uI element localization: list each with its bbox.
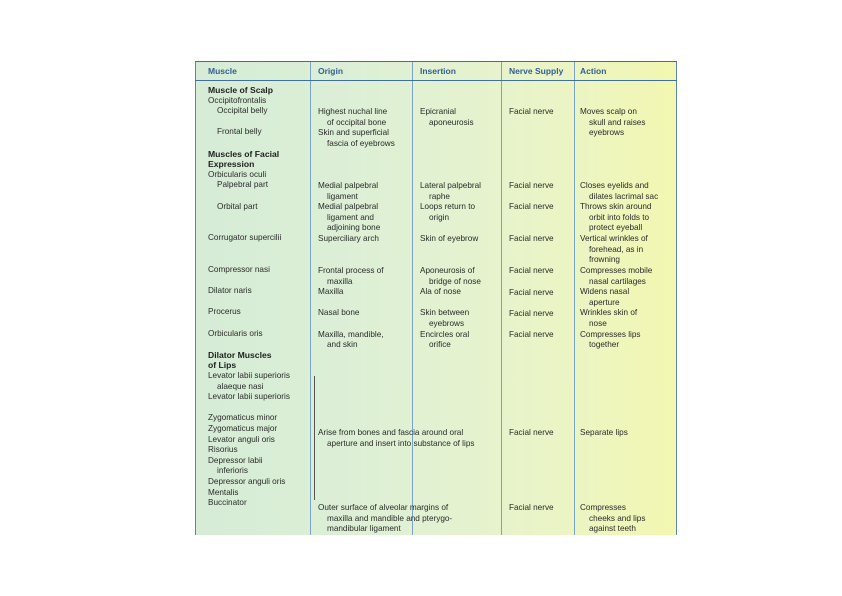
action-text: cheeks and lips <box>589 513 646 523</box>
origin-text: fascia of eyebrows <box>327 138 395 148</box>
muscle-name: Palpebral part <box>217 180 268 190</box>
origin-text: Maxilla, mandible, <box>318 329 384 339</box>
muscle-name: Procerus <box>208 307 241 317</box>
muscle-name: Occipital belly <box>217 106 268 116</box>
header-action: Action <box>580 66 607 76</box>
origin-text: Outer surface of alveolar margins of <box>318 503 449 512</box>
origin-text: Medial palpebral <box>318 202 379 212</box>
origin-text: Highest nuchal line <box>318 107 388 116</box>
action-cell <box>580 181 658 266</box>
action-text: Compresses mobile <box>580 266 653 275</box>
muscle-name: Zygomaticus major <box>208 424 278 433</box>
action-text: eyebrows <box>589 128 625 138</box>
origin-cell <box>318 266 384 351</box>
header-insertion: Insertion <box>420 66 456 76</box>
muscle-name: Corrugator supercilii <box>208 233 282 243</box>
insertion-cell <box>420 107 474 128</box>
insertion-text: Epicranial <box>420 107 456 116</box>
action-text: nose <box>589 318 607 328</box>
insertion-cell <box>420 266 481 351</box>
origin-text: adjoining bone <box>327 223 381 233</box>
action-text: together <box>589 340 620 350</box>
origin-text: ligament <box>327 191 358 201</box>
muscle-name: alaeque nasi <box>217 381 264 391</box>
action-text: forehead, as in <box>589 244 644 254</box>
column-divider <box>412 61 413 535</box>
muscle-name: inferioris <box>217 466 248 476</box>
column-divider <box>310 61 311 535</box>
action-text: aperture <box>589 297 620 307</box>
insertion-text: origin <box>429 212 450 222</box>
action-text: against teeth <box>589 524 636 534</box>
header-origin: Origin <box>318 66 344 76</box>
origin-text: mandibular ligament <box>327 524 401 534</box>
nerve-supply-text: Facial nerve <box>509 428 554 437</box>
action-text: Compresses lips <box>580 329 641 339</box>
nerve-supply-text: Facial nerve <box>509 330 554 339</box>
muscle-name: Levator labii superioris <box>208 371 290 381</box>
insertion-cell <box>420 181 481 245</box>
origin-text: Medial palpebral <box>318 181 379 190</box>
insertion-text: Aponeurosis of <box>420 266 475 275</box>
action-text: frowning <box>589 255 620 265</box>
header-bottom-rule <box>195 80 677 81</box>
origin-text: Nasal bone <box>318 308 360 318</box>
header-top-rule <box>195 61 677 62</box>
action-cell <box>580 503 645 535</box>
origin-text: of occipital bone <box>327 117 387 127</box>
nerve-supply-text: Facial nerve <box>509 288 554 297</box>
muscle-name: Compressor nasi <box>208 265 270 275</box>
muscle-name: Buccinator <box>208 498 247 508</box>
insertion-text: Skin of eyebrow <box>420 233 479 243</box>
action-cell <box>580 266 652 351</box>
origin-text: and skin <box>327 340 358 350</box>
action-text: Widens nasal <box>580 287 630 297</box>
muscle-name: Orbital part <box>217 201 258 211</box>
column-divider <box>574 61 575 535</box>
section-heading: Expression <box>208 159 255 170</box>
header-muscle: Muscle <box>208 66 237 76</box>
action-cell <box>580 107 645 139</box>
origin-cell <box>318 107 395 149</box>
table-right-border <box>676 61 677 535</box>
section-heading: Muscle of Scalp <box>208 85 273 95</box>
action-text: Separate lips <box>580 428 628 437</box>
action-text: Compresses <box>580 503 626 512</box>
origin-text: Frontal process of <box>318 266 384 275</box>
action-text: Closes eyelids and <box>580 181 649 190</box>
muscle-table <box>195 61 677 535</box>
muscle-name: Orbicularis oculi <box>208 169 267 179</box>
section-heading: Dilator Muscles <box>208 349 272 360</box>
insertion-text: Ala of nose <box>420 287 461 297</box>
muscle-name: Zygomaticus minor <box>208 413 278 423</box>
insertion-text: raphe <box>429 191 450 201</box>
action-text: nasal cartilages <box>589 276 646 286</box>
action-text: Vertical wrinkles of <box>580 233 648 243</box>
origin-cell <box>318 503 452 535</box>
table-left-border <box>195 61 196 535</box>
muscle-name: Orbicularis oris <box>208 328 263 338</box>
insertion-text: Lateral palpebral <box>420 181 481 190</box>
origin-cell <box>318 181 380 245</box>
action-text: orbit into folds to <box>589 212 650 222</box>
action-text: protect eyeball <box>589 223 643 233</box>
origin-text: ligament and <box>327 212 374 222</box>
nerve-supply-text: Facial nerve <box>509 202 554 211</box>
action-text: dilates lacrimal sac <box>589 191 659 201</box>
muscle-name: Occipitofrontalis <box>208 95 267 105</box>
insertion-text: eyebrows <box>429 318 465 328</box>
column-divider <box>501 61 502 535</box>
header-nerve-supply: Nerve Supply <box>509 66 564 76</box>
insertion-text: orifice <box>429 340 451 350</box>
muscle-name: Dilator naris <box>208 286 252 296</box>
muscle-name: Levator labii superioris <box>208 392 290 402</box>
origin-text: Superciliary arch <box>318 233 379 243</box>
origin-text: maxilla and mandible and pterygo- <box>327 513 453 523</box>
origin-text: Arise from bones and fascia around oral <box>318 428 464 437</box>
muscle-name: Depressor labii <box>208 455 263 465</box>
nerve-supply-text: Facial nerve <box>509 309 554 318</box>
origin-text: maxilla <box>327 276 353 286</box>
insertion-text: Loops return to <box>420 202 476 212</box>
nerve-supply-text: Facial nerve <box>509 181 554 190</box>
origin-text: Skin and superficial <box>318 128 389 138</box>
section-heading: Muscles of Facial <box>208 148 280 159</box>
action-text: Throws skin around <box>580 202 652 212</box>
insertion-text: Skin between <box>420 308 470 318</box>
section-heading: of Lips <box>208 360 237 371</box>
muscle-name: Depressor anguli oris <box>208 476 286 486</box>
muscle-column <box>208 85 290 509</box>
insertion-text: aponeurosis <box>429 117 474 127</box>
insertion-text: bridge of nose <box>429 276 481 286</box>
action-text: Moves scalp on <box>580 107 637 116</box>
nerve-supply-text: Facial nerve <box>509 234 554 243</box>
nerve-supply-text: Facial nerve <box>509 266 554 275</box>
nerve-supply-text: Facial nerve <box>509 107 554 116</box>
muscle-name: Mentalis <box>208 487 239 497</box>
nerve-supply-text: Facial nerve <box>509 503 554 512</box>
action-text: Wrinkles skin of <box>580 308 638 318</box>
muscle-name: Risorius <box>208 445 238 455</box>
insertion-text: Encircles oral <box>420 329 470 339</box>
origin-cell <box>318 428 474 449</box>
origin-text: aperture and insert into substance of lips <box>327 438 475 448</box>
muscle-name: Levator anguli oris <box>208 434 275 444</box>
muscle-name: Frontal belly <box>217 127 262 137</box>
origin-text: Maxilla <box>318 287 344 297</box>
action-text: skull and raises <box>589 117 646 127</box>
